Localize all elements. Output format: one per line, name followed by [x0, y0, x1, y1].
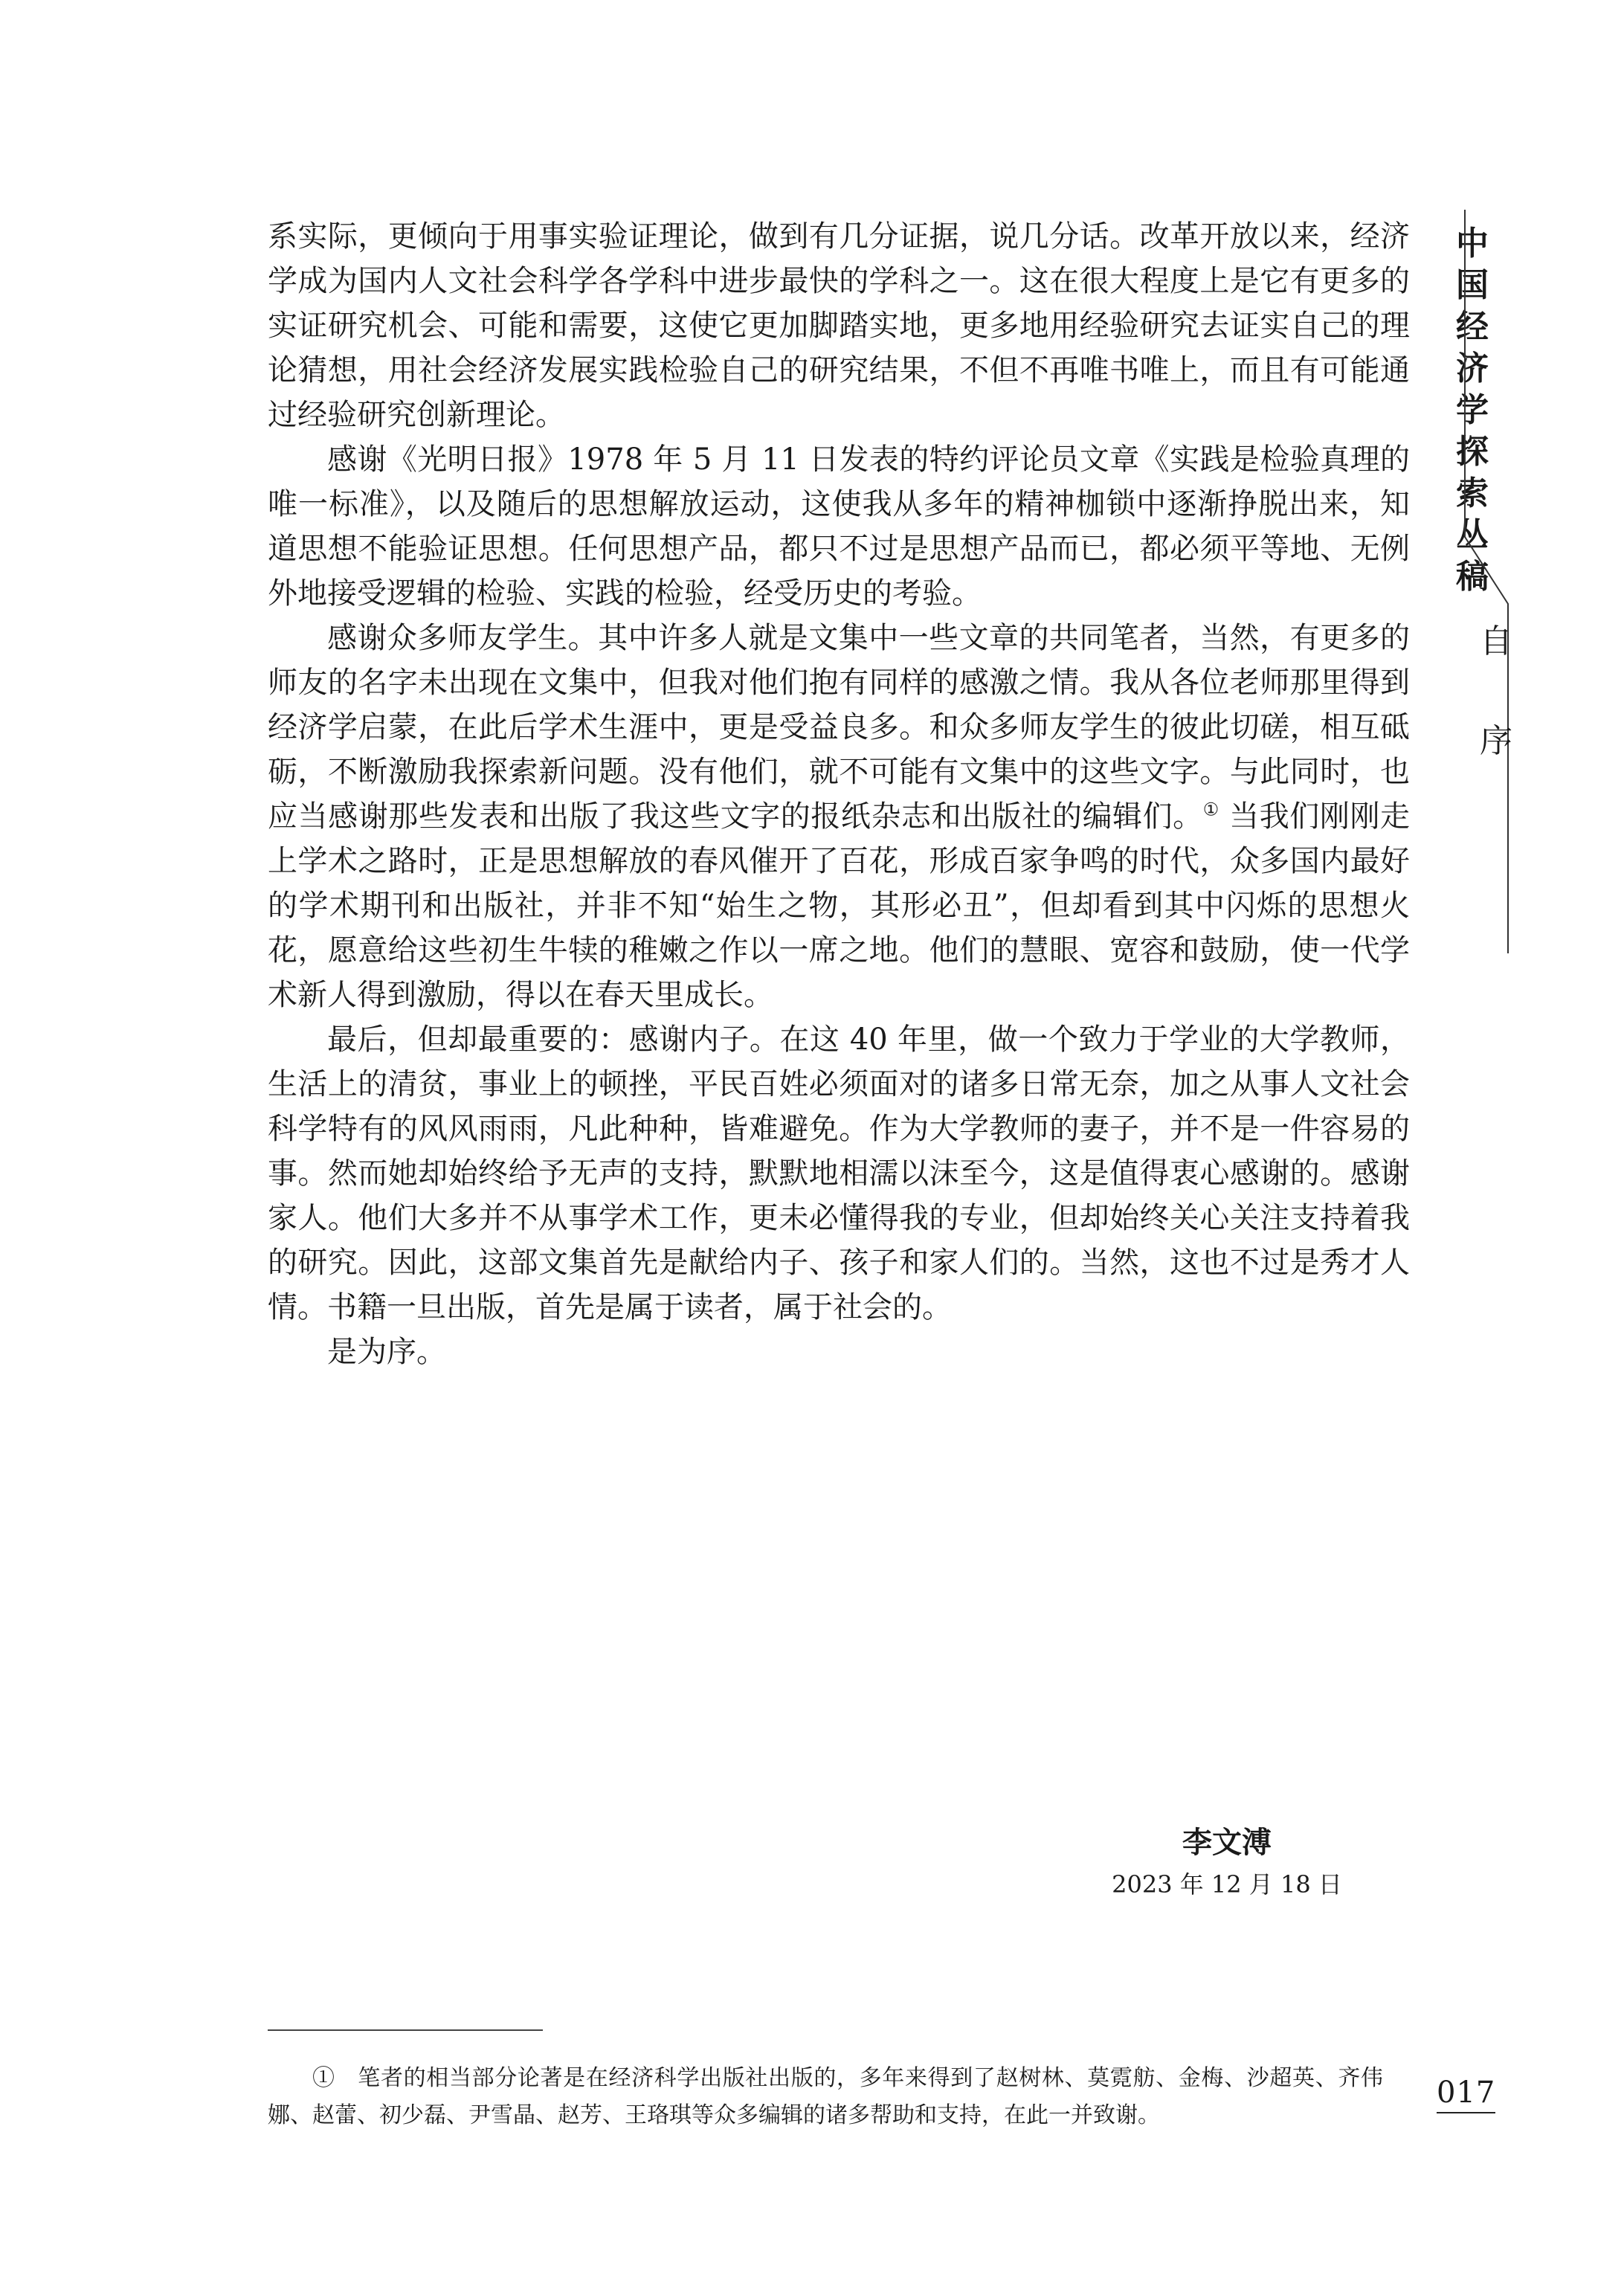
paragraph-3-part-1: 感谢众多师友学生。其中许多人就是文集中一些文章的共同笔者，当然，有更多的师友的名字未出现在文集中，但我对他们抱有同样的感激之情。我从各位老师那里得到经济学启蒙，在此后学术生涯中，更是受益良多。和众多师友学生的彼此切磋，相互砥砺，不断激励我探索新问题。没有他们，就不可能有文集中的这些文字。与此同时，也应当感谢那些发表和出版了我这些文字的报纸杂志和出版社的编辑们。	[268, 621, 1410, 834]
paragraph-4: 最后，但却最重要的：感谢内子。在这 40 年里，做一个致力于学业的大学教师，生活上的清贫，事业上的顿挫，平民百姓必须面对的诸多日常无奈，加之从事人文社会科学特有的风风雨雨，凡此种种，皆难避免。作为大学教师的妻子，并不是一件容易的事。然而她却始终给予无声的支持，默默地相濡以沫至今，这是值得衷心感谢的。感谢家人。他们大多并不从事学术工作，更未必懂得我的专业，但却始终关心关注支持着我的研究。因此，这部文集首先是献给内子、孩子和家人们的。当然，这也不过是秀才人情。书籍一旦出版，首先是属于读者，属于社会的。	[268, 1023, 1410, 1324]
signature-date: 2023 年 12 月 18 日	[1112, 1870, 1342, 1899]
page-number: 017	[1437, 2073, 1495, 2113]
chapter-label: 自序	[1480, 622, 1512, 760]
paragraph-5: 是为序。	[327, 1335, 446, 1369]
footnote	[268, 2060, 1383, 2134]
author-name: 李文溥	[1182, 1826, 1272, 1860]
footnote-text: ① 笔者的相当部分论著是在经济科学出版社出版的，多年来得到了赵树林、莫霓舫、金梅、沙超英、齐伟娜、赵蕾、初少磊、尹雪晶、赵芳、王珞琪等众多编辑的诸多帮助和支持，在此一并致谢。	[268, 2065, 1383, 2128]
series-title: 中国经济学探索丛稿	[1456, 225, 1489, 596]
paragraph-3	[268, 616, 1410, 1017]
paragraph-1: 系实际，更倾向于用事实验证理论，做到有几分证据，说几分话。改革开放以来，经济学成为国内人文社会科学各学科中进步最快的学科之一。这在很大程度上是它有更多的实证研究机会、可能和需要，这使它更加脚踏实地，更多地用经验研究去证实自己的理论猜想，用社会经济发展实践检验自己的研究结果，不但不再唯书唯上，而且有可能通过经验研究创新理论。	[268, 219, 1410, 432]
footnote-marker[interactable]: ①	[1202, 799, 1219, 820]
side-bracket-line	[1463, 210, 1515, 953]
signature-block	[1071, 1820, 1383, 1904]
main-text	[268, 214, 1410, 1374]
footnote-divider	[268, 2029, 543, 2031]
paragraph-3-part-2: 当我们刚刚走上学术之路时，正是思想解放的春风催开了百花，形成百家争鸣的时代，众多国内最好的学术期刊和出版社，并非不知“始生之物，其形必丑”，但却看到其中闪烁的思想火花，愿意给这些初生牛犊的稚嫩之作以一席之地。他们的慧眼、宽容和鼓励，使一代学术新人得到激励，得以在春天里成长。	[268, 799, 1411, 1012]
paragraph-2: 感谢《光明日报》1978 年 5 月 11 日发表的特约评论员文章《实践是检验真理的唯一标准》，以及随后的思想解放运动，这使我从多年的精神枷锁中逐渐挣脱出来，知道思想不能验证思想。任何思想产品，都只不过是思想产品而已，都必须平等地、无例外地接受逻辑的检验、实践的检验，经受历史的考验。	[268, 442, 1410, 611]
